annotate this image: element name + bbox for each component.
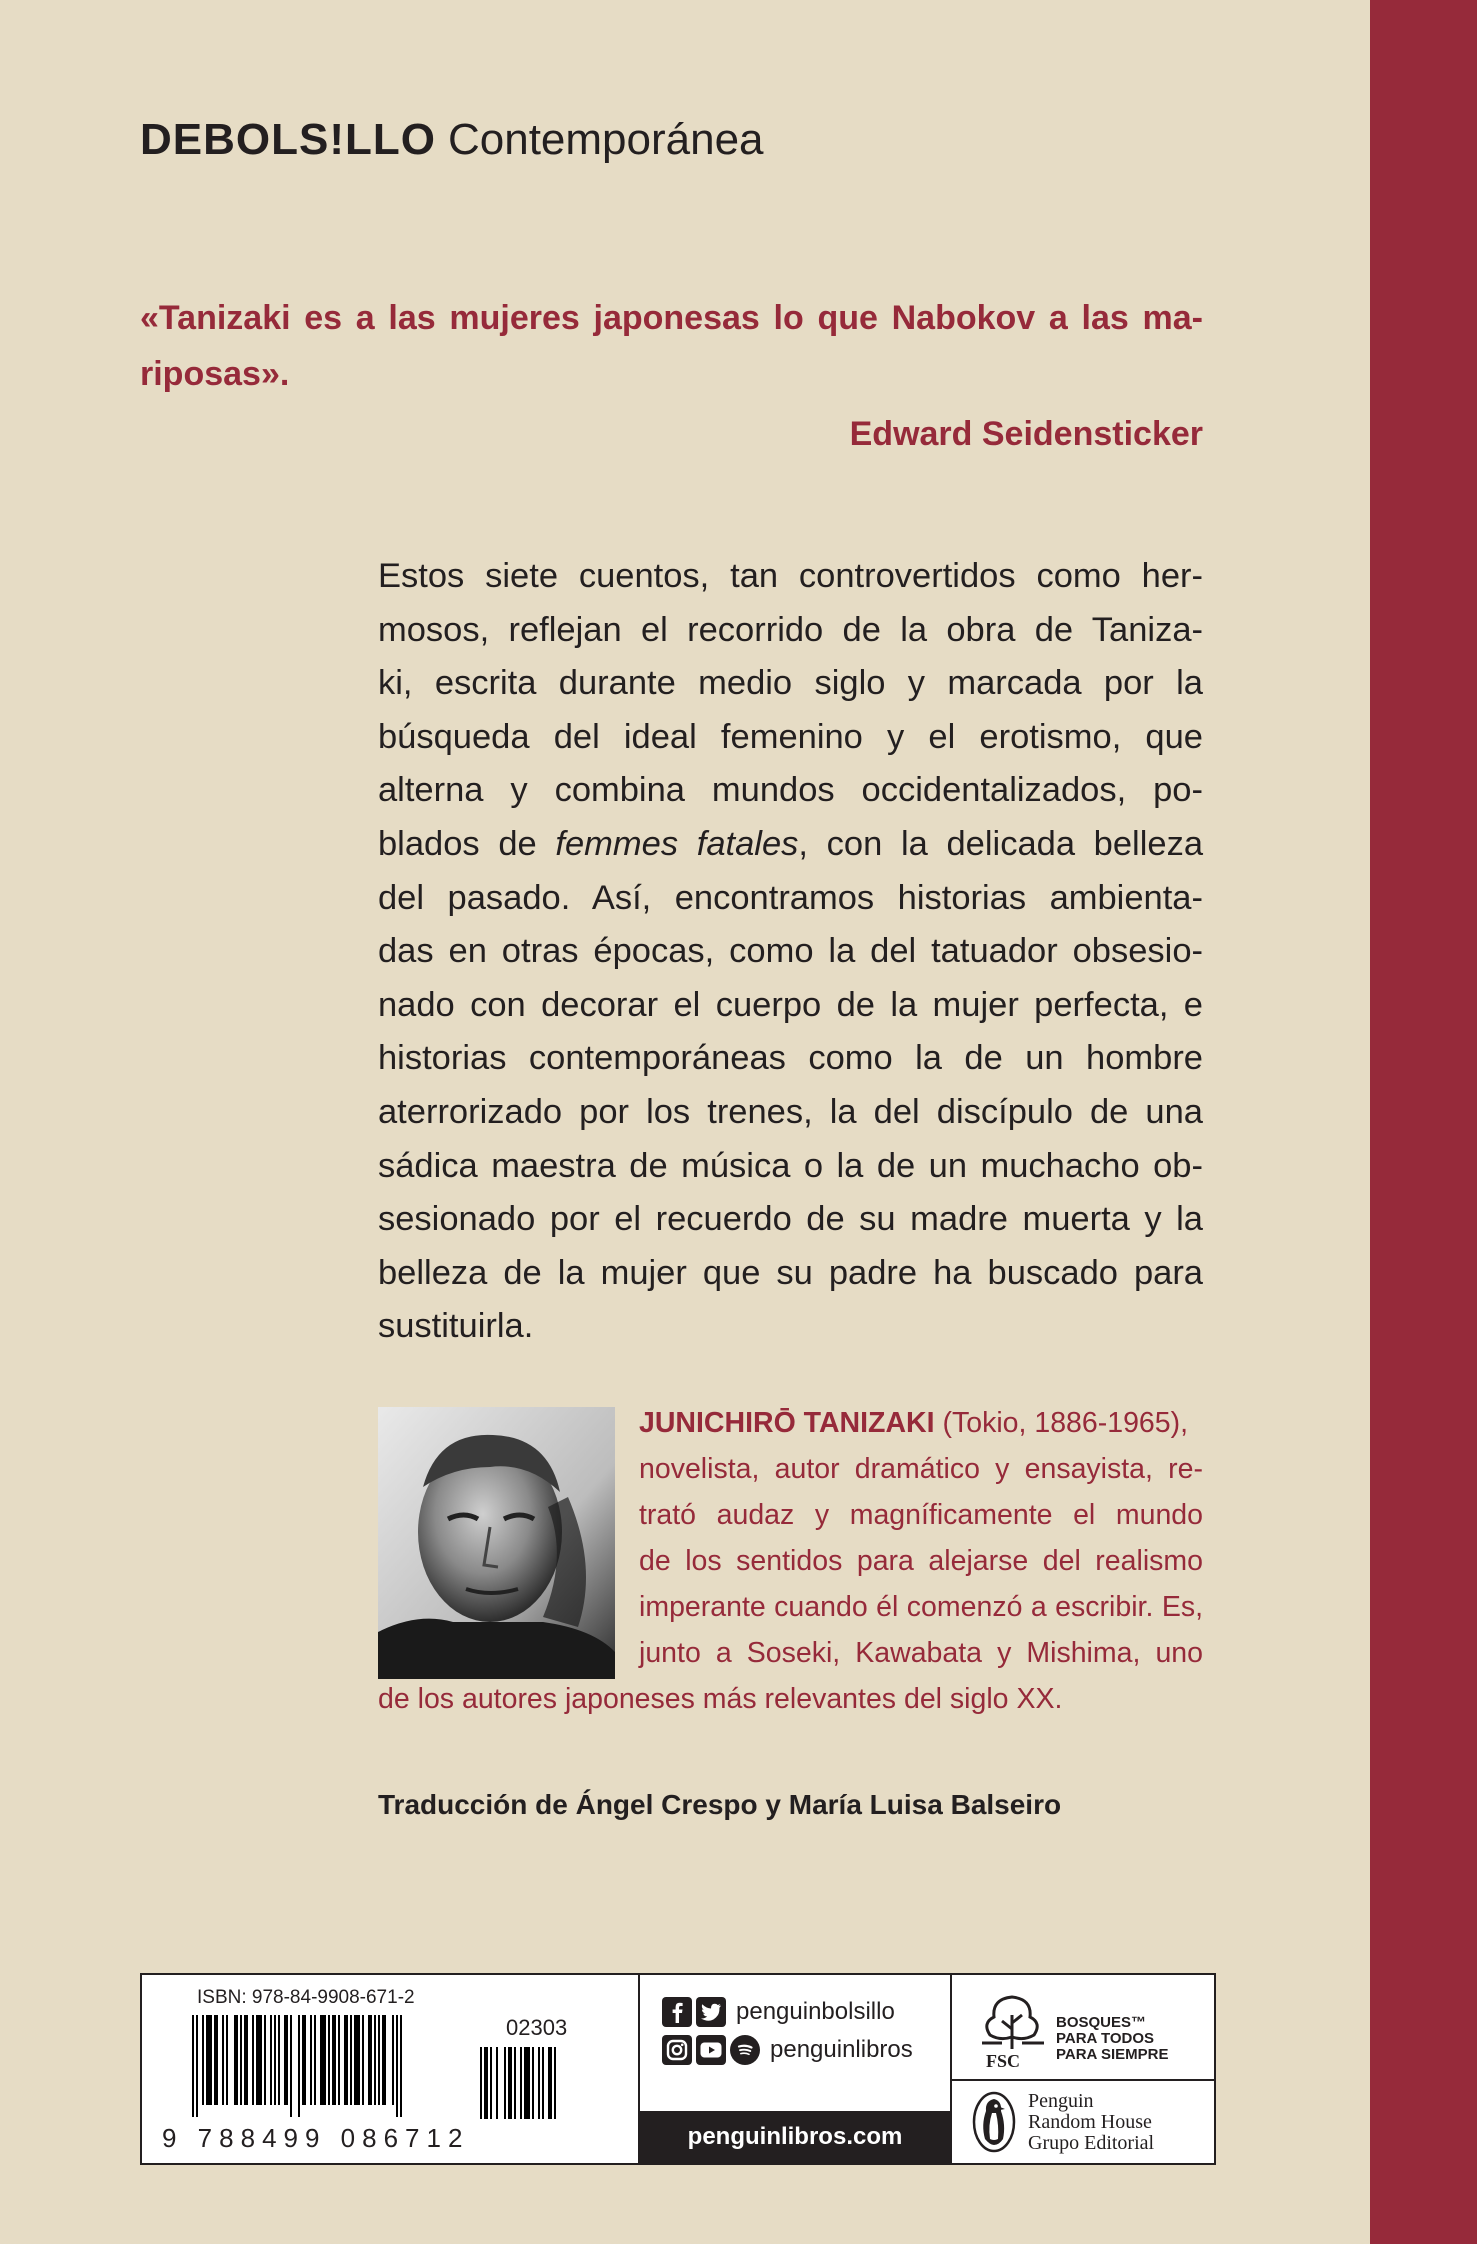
- barcode-bar: [382, 2015, 386, 2105]
- barcode-bar: [508, 2047, 512, 2119]
- barcode-bar: [234, 2015, 238, 2105]
- barcode-bar: [320, 2015, 326, 2105]
- blurb-line: historias contemporáneas como la de un hombre: [378, 1039, 1203, 1078]
- quote-author: Edward Seidensticker: [849, 415, 1203, 453]
- logos-panel: [952, 1975, 1214, 2163]
- penguin-icon: [972, 2091, 1016, 2153]
- barcode-bar: [256, 2015, 262, 2105]
- blurb-line: del pasado. Así, encontramos historias ambienta-: [378, 878, 1203, 917]
- barcode-bar: [298, 2015, 300, 2117]
- bio-line: junto a Soseki, Kawabata y Mishima, uno: [639, 1637, 1203, 1669]
- barcode-bar: [310, 2015, 312, 2105]
- barcode-bar: [240, 2015, 242, 2105]
- barcode-panel: [142, 1975, 640, 2163]
- barcode-bar: [400, 2015, 402, 2117]
- blurb-line: Estos siete cuentos, tan controvertidos como her-: [378, 557, 1203, 595]
- publisher-name: Penguin Random House Grupo Editorial: [1028, 2090, 1155, 2154]
- blurb-line: sesionado por el recuerdo de su madre muerta y la: [378, 1200, 1203, 1239]
- addon-barcode-graphic: [480, 2047, 608, 2119]
- barcode-bar: [392, 2015, 394, 2105]
- blurb-line: sádica maestra de música o la de un muchacho ob-: [378, 1146, 1203, 1185]
- barcode-bar: [302, 2015, 306, 2105]
- barcode-bar: [202, 2015, 204, 2105]
- fsc-label: FSC: [986, 2051, 1021, 2071]
- bio-line: novelista, autor dramático y ensayista, re-: [639, 1453, 1203, 1485]
- social-row-libros: [662, 2033, 913, 2067]
- fsc-slogan: BOSQUES™ PARA TODOS PARA SIEMPRE: [1056, 2014, 1169, 2063]
- author-name: JUNICHIRŌ TANIZAKI: [639, 1407, 935, 1439]
- barcode-bar: [264, 2015, 266, 2105]
- barcode-bar: [290, 2015, 292, 2117]
- author-bio: [378, 1400, 1203, 1722]
- blurb-line: búsqueda del ideal femenino y el erotismo, que: [378, 717, 1203, 756]
- barcode-bar: [542, 2047, 544, 2119]
- bio-line: de los autores japoneses más relevantes del siglo XX.: [378, 1683, 1063, 1715]
- blurb-line: sustituirla.: [378, 1307, 534, 1346]
- instagram-icon[interactable]: [662, 2035, 692, 2065]
- italic-term: femmes fatales: [555, 824, 799, 863]
- barcode-bar: [206, 2015, 212, 2105]
- blurb-line: nado con decorar el cuerpo de la mujer perfecta, e: [378, 985, 1203, 1024]
- barcode-bar: [514, 2047, 516, 2119]
- isbn-label: ISBN: 978-84-9908-671-2: [197, 1987, 415, 2008]
- barcode-bar: [244, 2015, 248, 2105]
- fsc-logo: [978, 1993, 1184, 2079]
- blurb-line: das en otras épocas, como la del tatuador obsesio-: [378, 932, 1203, 971]
- bio-line: JUNICHIRŌ TANIZAKI (Tokio, 1886-1965),: [639, 1407, 1189, 1439]
- barcode-bar: [196, 2015, 198, 2117]
- facebook-icon[interactable]: [662, 1997, 692, 2027]
- barcode-bar: [192, 2015, 194, 2117]
- social-row-bolsillo: [662, 1995, 895, 2029]
- blurb-line: ki, escrita durante medio siglo y marcada por la: [378, 664, 1203, 703]
- barcode-bar: [278, 2015, 280, 2105]
- bio-line: de los sentidos para alejarse del realismo: [639, 1545, 1203, 1577]
- barcode-bar: [396, 2015, 398, 2117]
- barcode-bar: [274, 2015, 276, 2105]
- barcode-bar: [378, 2015, 380, 2105]
- barcode-bar: [538, 2047, 540, 2119]
- barcode-bar: [520, 2047, 522, 2119]
- barcode-bar: [252, 2015, 254, 2105]
- bio-line: imperante cuando él comenzó a escribir. Es,: [639, 1591, 1203, 1623]
- info-box: [140, 1973, 1216, 2165]
- social-handle-libros[interactable]: penguinlibros: [770, 2036, 913, 2063]
- spotify-icon[interactable]: [730, 2035, 760, 2065]
- barcode-bar: [496, 2047, 498, 2119]
- barcode-bar: [222, 2015, 224, 2105]
- barcode-bar: [328, 2015, 330, 2105]
- translator-credit: Traducción de Ángel Crespo y María Luisa Balseiro: [378, 1789, 1062, 1820]
- imprint-header: [140, 112, 764, 168]
- imprint-logo: DEBOLS!LLO: [140, 115, 436, 164]
- logo-divider: [952, 2079, 1214, 2081]
- barcode-digits: 9 788499 086712: [162, 2123, 470, 2153]
- barcode-bar: [490, 2047, 492, 2119]
- publisher-logo: [972, 2087, 1202, 2159]
- barcode-bar: [350, 2015, 352, 2105]
- twitter-icon[interactable]: [696, 1997, 726, 2027]
- barcode-bar: [554, 2047, 556, 2119]
- blurb-line: alterna y combina mundos occidentalizados, po-: [378, 771, 1203, 810]
- barcode-bar: [332, 2015, 336, 2105]
- barcode-bar: [532, 2047, 534, 2119]
- barcode-bar: [374, 2015, 376, 2105]
- quote-line: «Tanizaki es a las mujeres japonesas lo que Nabokov a las ma-: [140, 299, 1203, 337]
- barcode-bar: [270, 2015, 272, 2105]
- addon-code: 02303: [506, 2015, 568, 2040]
- barcode-bar: [354, 2015, 360, 2105]
- barcode-bar: [368, 2015, 372, 2105]
- pull-quote: [140, 290, 1203, 402]
- barcode-bar: [504, 2047, 506, 2119]
- social-handle-bolsillo[interactable]: penguinbolsillo: [736, 1998, 895, 2025]
- barcode-bar: [362, 2015, 364, 2105]
- blurb-line: aterrorizado por los trenes, la del discípulo de una: [378, 1092, 1203, 1131]
- barcode-bar: [314, 2015, 316, 2105]
- barcode-bar: [344, 2015, 348, 2105]
- blurb-line: mosos, reflejan el recorrido de la obra de Taniza-: [378, 610, 1203, 649]
- quote-line: riposas».: [140, 355, 290, 393]
- bio-line: trató audaz y magníficamente el mundo: [639, 1499, 1203, 1531]
- spine-band: [1370, 0, 1477, 2244]
- social-panel: [640, 1975, 952, 2163]
- barcode-bar: [214, 2015, 218, 2105]
- barcode-bar: [226, 2015, 228, 2105]
- fsc-tree-icon: [978, 1993, 1048, 2053]
- series-name: Contemporánea: [447, 115, 764, 164]
- barcode-bar: [338, 2015, 340, 2105]
- barcode-bar: [284, 2015, 288, 2105]
- youtube-icon[interactable]: [696, 2035, 726, 2065]
- barcode-bar: [548, 2047, 552, 2119]
- blurb-text: [378, 550, 1203, 1354]
- website-link[interactable]: penguinlibros.com: [640, 2111, 950, 2163]
- barcode-graphic: [192, 2015, 460, 2119]
- blurb-line: belleza de la mujer que su padre ha buscado para: [378, 1253, 1203, 1292]
- barcode-bar: [524, 2047, 530, 2119]
- barcode-bar: [480, 2047, 482, 2119]
- barcode-bar: [484, 2047, 488, 2119]
- blurb-line: blados de femmes fatales, con la delicada belleza: [378, 824, 1204, 863]
